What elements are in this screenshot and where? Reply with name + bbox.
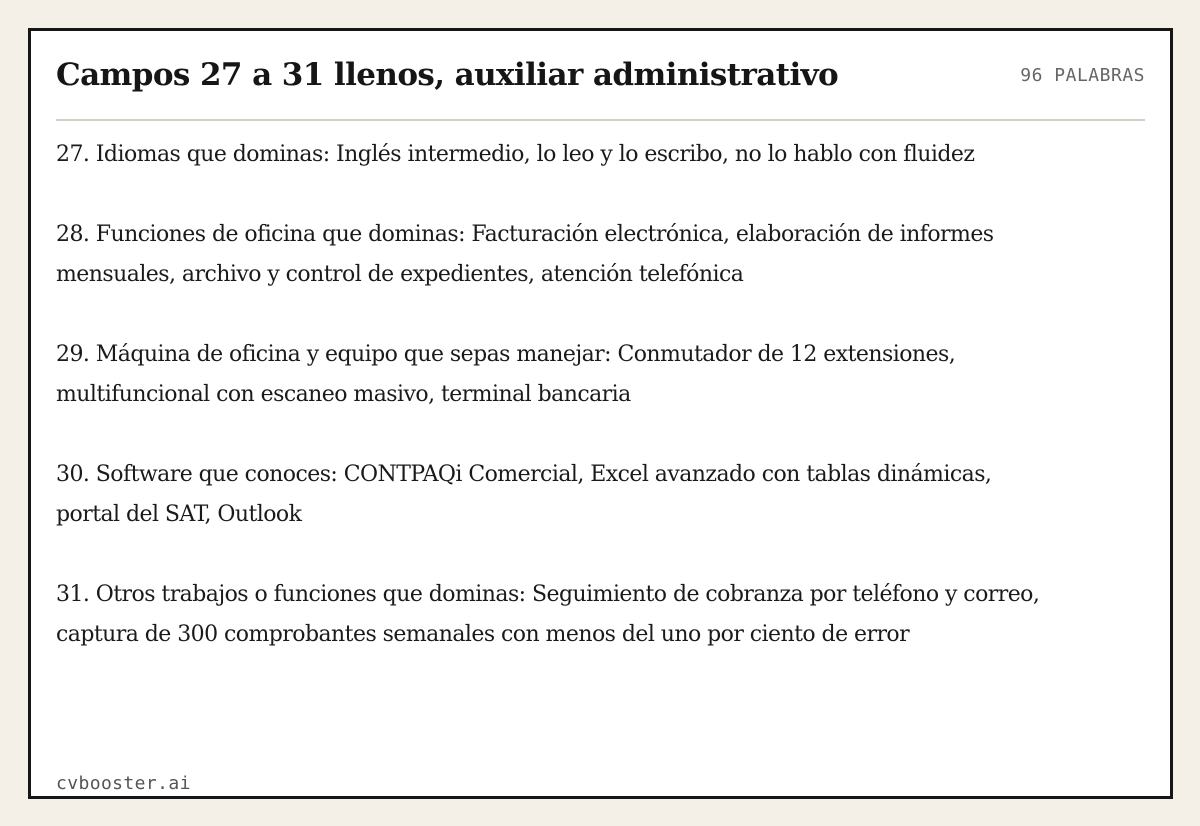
field-29-office-equipment [56,335,1056,415]
field-31-other-functions [56,575,1056,655]
field-list [56,135,1056,655]
field-label: 27. Idiomas que dominas: [56,142,330,167]
page-title: Campos 27 a 31 llenos, auxiliar administrativo [56,57,839,93]
card-header [56,53,1145,121]
field-30-software [56,455,1056,535]
word-count-badge: 96 PALABRAS [1020,65,1145,86]
form-card [28,28,1173,799]
field-value: Conmutador de 12 extensiones, multifuncional con escaneo masivo, terminal bancaria [56,342,956,407]
field-value: Inglés intermedio, lo leo y lo escribo, no lo hablo con fluidez [336,142,975,167]
field-28-office-functions [56,215,1056,295]
brand-footer: cvbooster.ai [56,773,191,794]
field-label: 28. Funciones de oficina que dominas: [56,222,465,247]
field-value: CONTPAQi Comercial, Excel avanzado con tablas dinámicas, portal del SAT, Outlook [56,462,992,527]
field-value: Seguimiento de cobranza por teléfono y correo, captura de 300 comprobantes semanales con menos del uno por ciento de error [56,582,1040,647]
field-label: 30. Software que conoces: [56,462,338,487]
field-27-languages [56,135,1056,175]
field-value: Facturación electrónica, elaboración de informes mensuales, archivo y control de expedientes, atención telefónica [56,222,994,287]
field-label: 29. Máquina de oficina y equipo que sepas manejar: [56,342,611,367]
field-label: 31. Otros trabajos o funciones que dominas: [56,582,526,607]
